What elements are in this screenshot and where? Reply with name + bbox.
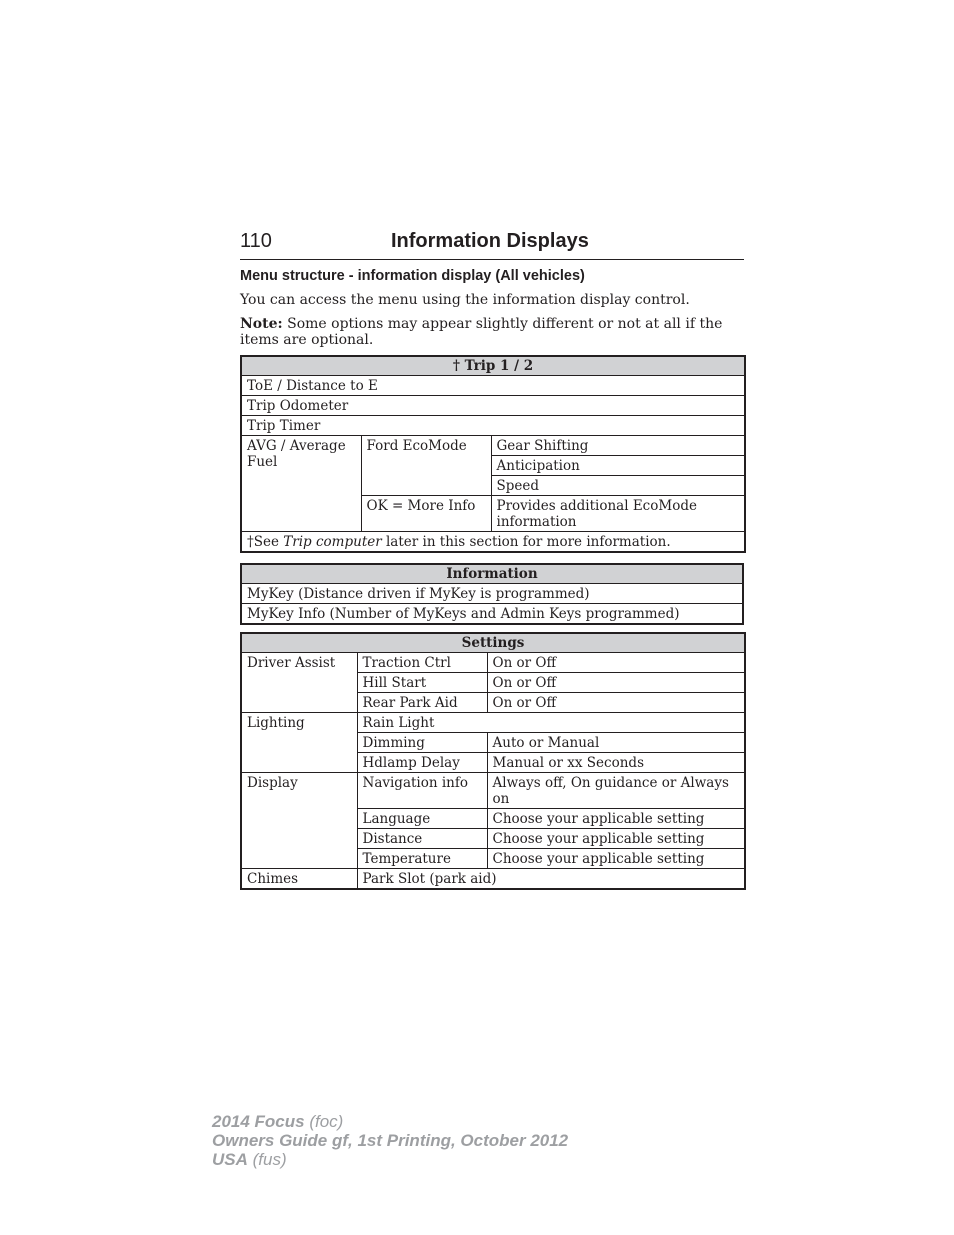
footer-line-1 xyxy=(212,1112,568,1131)
page-footer xyxy=(212,1112,568,1169)
setting-label: Hdlamp Delay xyxy=(357,753,487,773)
ecomode-cell: Ford EcoMode xyxy=(361,436,491,496)
footer-model: 2014 Focus xyxy=(212,1112,305,1131)
ecomode-item: Gear Shifting xyxy=(491,436,745,456)
intro-paragraph: You can access the menu using the information display control. xyxy=(240,292,690,308)
setting-label: Distance xyxy=(357,829,487,849)
setting-label: Park Slot (park aid) xyxy=(357,869,745,890)
trip-computer-reference: Trip computer xyxy=(283,534,382,550)
trip-row: ToE / Distance to E xyxy=(241,376,745,396)
info-row: MyKey Info (Number of MyKeys and Admin Keys programmed) xyxy=(241,604,743,625)
settings-menu-table xyxy=(240,632,746,890)
setting-label: Traction Ctrl xyxy=(357,653,487,673)
footer-market-code: (fus) xyxy=(247,1150,287,1169)
avg-fuel-cell: AVG / Average Fuel xyxy=(241,436,361,532)
setting-label: Temperature xyxy=(357,849,487,869)
setting-label: Rear Park Aid xyxy=(357,693,487,713)
setting-label: Dimming xyxy=(357,733,487,753)
settings-group-lighting: Lighting xyxy=(241,713,357,773)
setting-value: Choose your applicable setting xyxy=(487,829,745,849)
setting-label: Rain Light xyxy=(357,713,745,733)
information-menu-table xyxy=(240,563,744,625)
footer-market: USA xyxy=(212,1150,248,1169)
note-paragraph xyxy=(240,316,740,348)
chapter-title: Information Displays xyxy=(391,230,589,252)
trip-menu-table xyxy=(240,355,746,553)
setting-label: Hill Start xyxy=(357,673,487,693)
settings-group-chimes: Chimes xyxy=(241,869,357,890)
page-number: 110 xyxy=(240,230,272,252)
setting-value: On or Off xyxy=(487,693,745,713)
trip-row: Trip Odometer xyxy=(241,396,745,416)
setting-value: Choose your applicable setting xyxy=(487,849,745,869)
info-row: MyKey (Distance driven if MyKey is programmed) xyxy=(241,584,743,604)
setting-value: On or Off xyxy=(487,673,745,693)
section-heading: Menu structure - information display (All vehicles) xyxy=(240,268,585,284)
setting-value: Always off, On guidance or Always on xyxy=(487,773,745,809)
setting-value: Auto or Manual xyxy=(487,733,745,753)
ecomode-item: Anticipation xyxy=(491,456,745,476)
setting-label: Language xyxy=(357,809,487,829)
footer-line-3 xyxy=(212,1150,568,1169)
footnote-suffix: later in this section for more information. xyxy=(381,534,671,550)
ok-description-cell: Provides additional EcoMode information xyxy=(491,496,745,532)
note-text: Some options may appear slightly different or not at all if the items are optional. xyxy=(240,316,723,348)
settings-group-display: Display xyxy=(241,773,357,869)
trip-row: Trip Timer xyxy=(241,416,745,436)
trip-table-title: † Trip 1 / 2 xyxy=(241,356,745,376)
footnote-prefix: †See xyxy=(247,534,284,550)
footer-line-2: Owners Guide gf, 1st Printing, October 2012 xyxy=(212,1131,569,1150)
ok-more-info-cell: OK = More Info xyxy=(361,496,491,532)
setting-value: Choose your applicable setting xyxy=(487,809,745,829)
ecomode-item: Speed xyxy=(491,476,745,496)
setting-label: Navigation info xyxy=(357,773,487,809)
settings-group-driver-assist: Driver Assist xyxy=(241,653,357,713)
info-table-title: Information xyxy=(241,564,743,584)
settings-table-title: Settings xyxy=(241,633,745,653)
footer-model-code: (foc) xyxy=(304,1112,344,1131)
trip-footnote xyxy=(241,532,745,553)
setting-value: Manual or xx Seconds xyxy=(487,753,745,773)
note-label: Note: xyxy=(240,316,283,332)
page-header xyxy=(240,229,744,260)
setting-value: On or Off xyxy=(487,653,745,673)
